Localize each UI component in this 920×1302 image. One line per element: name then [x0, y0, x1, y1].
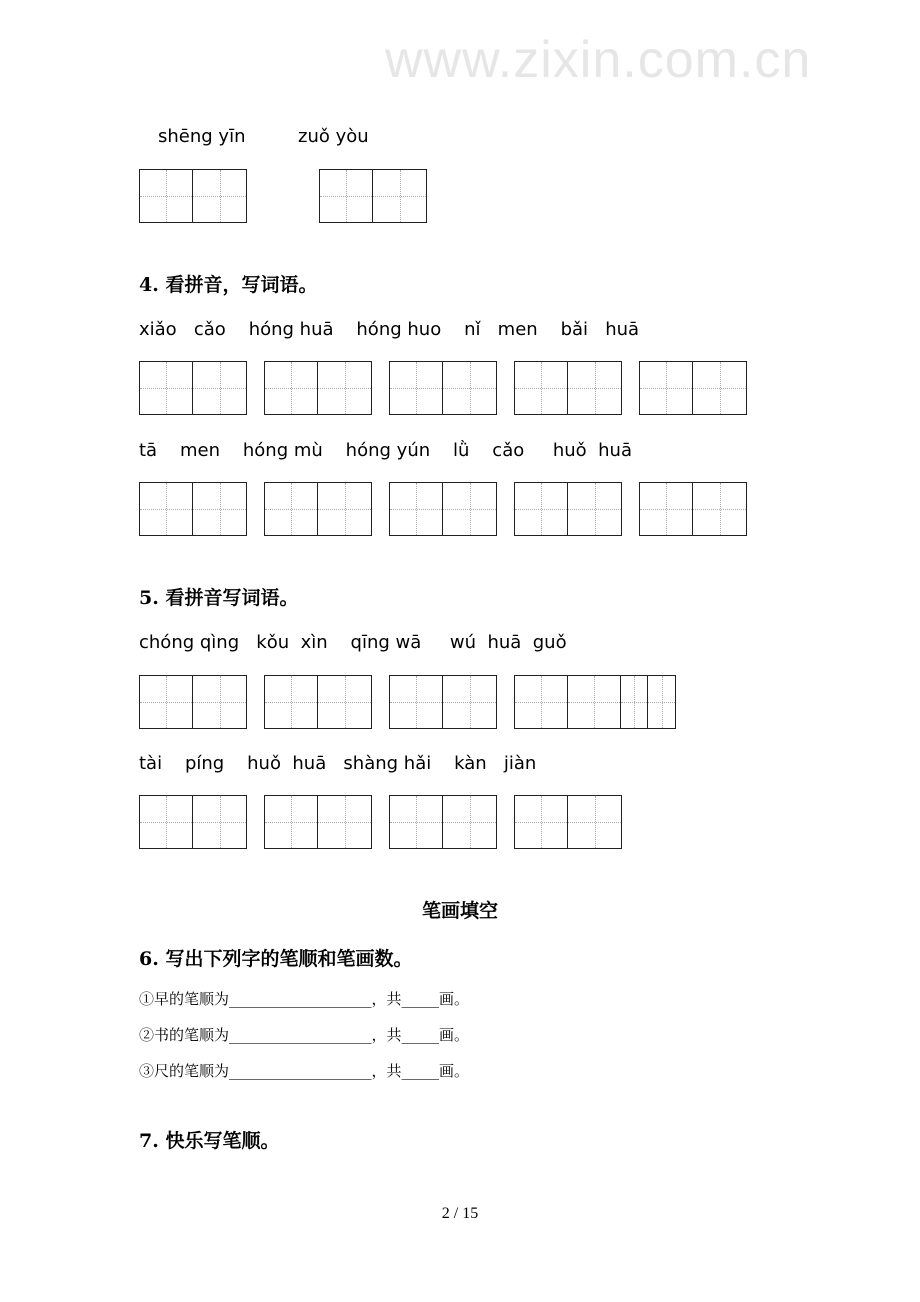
- pinyin-label: shēng yīn: [158, 126, 246, 147]
- writing-grid[interactable]: [139, 795, 247, 849]
- writing-grid[interactable]: [319, 169, 427, 223]
- writing-grid[interactable]: [514, 675, 676, 729]
- pinyin-label: zuǒ yòu: [298, 126, 369, 147]
- watermark: www.zixin.com.cn: [385, 31, 812, 89]
- writing-grid[interactable]: [639, 482, 747, 536]
- page-number: 2 / 15: [441, 1205, 479, 1222]
- writing-grid[interactable]: [264, 675, 372, 729]
- pinyin-row: chóng qìng kǒu xìn qīng wā wú huā guǒ: [139, 632, 567, 653]
- section-title: 笔画填空: [421, 900, 498, 922]
- writing-grid[interactable]: [139, 361, 247, 415]
- writing-grid[interactable]: [514, 361, 622, 415]
- fill-in-line[interactable]: ①早的笔顺为___________________，共_____画。: [139, 990, 470, 1008]
- question-6-title: 6. 写出下列字的笔顺和笔画数。: [139, 948, 413, 970]
- writing-grid[interactable]: [639, 361, 747, 415]
- writing-grid[interactable]: [389, 482, 497, 536]
- writing-grid[interactable]: [389, 361, 497, 415]
- writing-grid[interactable]: [389, 675, 497, 729]
- question-5-title: 5. 看拼音写词语。: [139, 587, 299, 609]
- writing-grid[interactable]: [264, 482, 372, 536]
- pinyin-row: xiǎo cǎo hóng huā hóng huo nǐ men bǎi huā: [139, 319, 640, 340]
- fill-in-line[interactable]: ②书的笔顺为___________________，共_____画。: [139, 1026, 470, 1044]
- writing-grid[interactable]: [139, 169, 247, 223]
- writing-grid[interactable]: [514, 482, 622, 536]
- writing-grid[interactable]: [264, 361, 372, 415]
- writing-grid[interactable]: [264, 795, 372, 849]
- writing-grid[interactable]: [514, 795, 622, 849]
- question-4-title: 4. 看拼音，写词语。: [139, 274, 318, 296]
- question-7-title: 7. 快乐写笔顺。: [139, 1130, 280, 1152]
- pinyin-row: tài píng huǒ huā shàng hǎi kàn jiàn: [139, 753, 537, 774]
- writing-grid[interactable]: [139, 675, 247, 729]
- writing-grid[interactable]: [389, 795, 497, 849]
- pinyin-row: tā men hóng mù hóng yún lǜ cǎo huǒ huā: [139, 440, 632, 461]
- fill-in-line[interactable]: ③尺的笔顺为___________________，共_____画。: [139, 1062, 470, 1080]
- writing-grid[interactable]: [139, 482, 247, 536]
